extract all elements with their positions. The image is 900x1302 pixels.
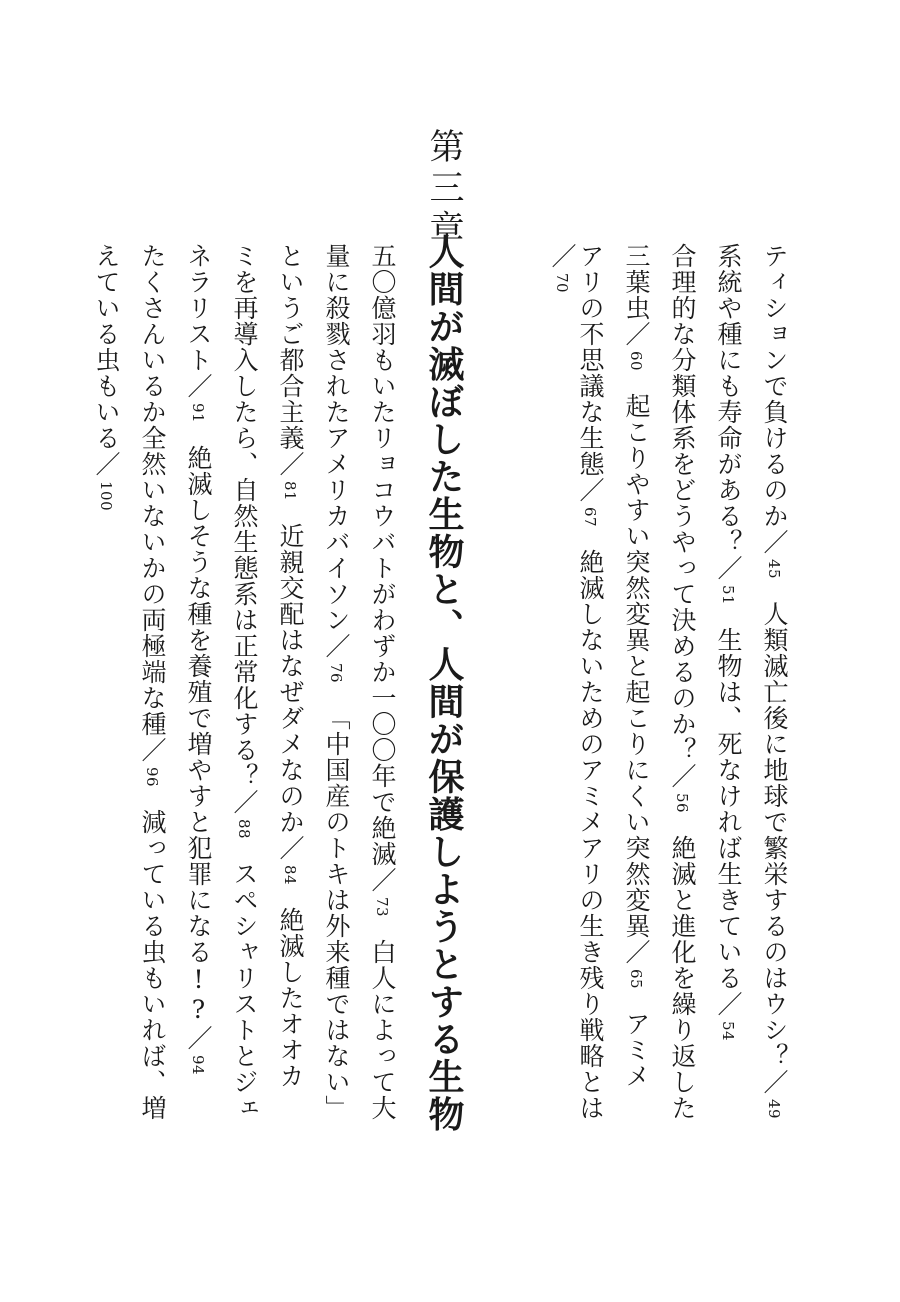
toc-line xyxy=(229,243,259,1121)
entry-text: 人類滅亡後に地球で繁栄するのはウシ？／ xyxy=(760,601,789,1096)
entry-text: 合理的な分類体系をどうやって決めるのか？／ xyxy=(668,243,697,789)
page-number: 65 xyxy=(627,969,645,990)
page-number: 81 xyxy=(281,481,299,502)
entry-text: ティションで負けるのか／ xyxy=(760,243,789,555)
entry-text: 量に殺戮されたアメリカバイソン／ xyxy=(322,243,351,659)
toc-line xyxy=(321,243,351,1121)
page-number: 96 xyxy=(143,767,161,788)
page-number: 45 xyxy=(765,559,783,580)
entry-text: アリの不思議な生態／ xyxy=(576,243,605,503)
entry-text: 絶滅しないためのアミメアリの生き残り戦略とは xyxy=(576,549,605,1122)
entry-text: 起こりやすい突然変異と起こりにくい突然変異／ xyxy=(622,393,651,966)
entry-text: 絶滅しそうな種を養殖で増やすと犯罪になる!?／ xyxy=(184,445,213,1052)
chapter-label: 第三章 xyxy=(424,128,464,251)
toc-line xyxy=(547,243,577,293)
toc-line xyxy=(667,243,697,1121)
page-number: 70 xyxy=(553,273,571,294)
entry-text: ミを再導入したら、自然生態系は正常化する？／ xyxy=(230,243,259,815)
chapter-title: 人間が滅ぼした生物と、人間が保護しようとする生物 xyxy=(423,233,465,1133)
entry-text: 三葉虫／ xyxy=(622,243,651,347)
page-number: 51 xyxy=(719,585,737,606)
toc-line xyxy=(91,243,121,511)
entry-text: アミメ xyxy=(622,1011,651,1090)
entry-text: 「中国産のトキは外来種ではない」 xyxy=(322,705,351,1122)
entry-text: たくさんいるか全然いないかの両極端な種／ xyxy=(138,243,167,763)
page-number: 88 xyxy=(235,819,253,840)
entry-text: えている虫もいる／ xyxy=(92,243,121,477)
page-number: 56 xyxy=(673,793,691,814)
entry-text: 系統や種にも寿命がある？／ xyxy=(714,243,743,581)
page-number: 94 xyxy=(189,1055,207,1076)
toc-line xyxy=(137,243,167,1121)
entry-text: 生物は、死なければ生きている／ xyxy=(714,627,743,1018)
page-number: 100 xyxy=(97,481,115,512)
page-number: 54 xyxy=(719,1021,737,1042)
toc-line xyxy=(183,243,213,1075)
page-number: 91 xyxy=(189,403,207,424)
entry-text: ／ xyxy=(548,243,577,269)
toc-line xyxy=(367,243,397,1121)
page-number: 49 xyxy=(765,1099,783,1120)
toc-line xyxy=(759,243,789,1119)
entry-text: スペシャリストとジェ xyxy=(230,861,259,1122)
entry-text: 絶滅したオオカ xyxy=(276,907,305,1090)
entry-text: ネラリスト／ xyxy=(184,243,213,399)
toc-line xyxy=(713,243,743,1041)
entry-text: 近親交配はなぜダメなのか／ xyxy=(276,523,305,862)
page-number: 84 xyxy=(281,865,299,886)
toc-line xyxy=(575,243,605,1121)
page-number: 73 xyxy=(373,897,391,918)
entry-text: 絶滅と進化を繰り返した xyxy=(668,835,697,1122)
entry-text: というご都合主義／ xyxy=(276,243,305,477)
page-number: 76 xyxy=(327,663,345,684)
toc-line xyxy=(621,243,651,1089)
entry-text: 五〇億羽もいたリョコウバトがわずか一〇〇年で絶滅／ xyxy=(368,243,397,893)
entry-text: 白人によって大 xyxy=(368,939,397,1122)
page-number: 67 xyxy=(581,507,599,528)
toc-line xyxy=(275,243,305,1089)
page-number: 60 xyxy=(627,351,645,372)
entry-text: 減っている虫もいれば、増 xyxy=(138,809,167,1122)
